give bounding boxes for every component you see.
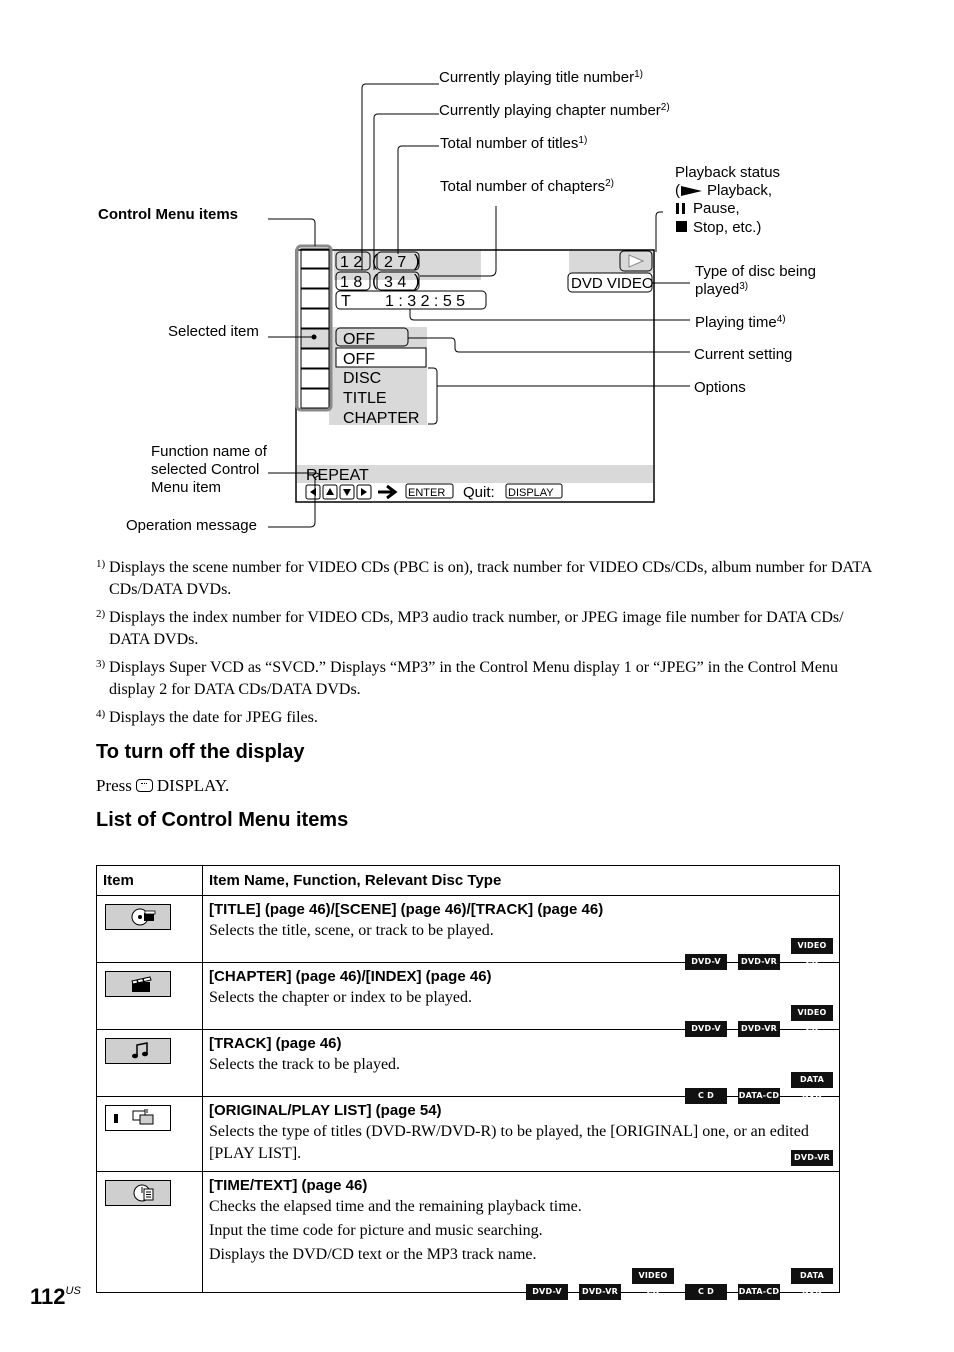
- heading-turn-off-display: To turn off the display: [96, 741, 305, 763]
- label-chapter-number: Currently playing chapter number$^{2)}$: [439, 102, 670, 119]
- playlist-icon: [105, 1105, 171, 1131]
- table-header-row: [97, 866, 840, 896]
- badge-data-cd: DATA-CD: [738, 1284, 780, 1300]
- label-options: Options: [694, 379, 746, 396]
- badge-cd: C D: [685, 1088, 727, 1104]
- table-row: [97, 1030, 840, 1097]
- screen-option-1: DISC: [343, 370, 382, 387]
- screen-time: 1 : 3 2 : 5 5: [385, 293, 466, 310]
- row-text: Selects the title, scene, or track to be played.: [209, 922, 494, 939]
- badge-dvd-vr: DVD-VR: [738, 954, 780, 970]
- page-number: $112^{US}$: [30, 1284, 81, 1309]
- svg-text:(: (: [372, 251, 378, 270]
- enter-key: ENTER: [408, 487, 446, 499]
- row-title: [TITLE] (page 46)/[SCENE] (page 46)/[TRACK] (page 46): [209, 901, 604, 918]
- screen-title-num: 1 2: [340, 254, 363, 271]
- badge-dvd-v: DVD-V: [685, 954, 727, 970]
- badge-video-cd: VIDEO CD: [791, 1005, 833, 1021]
- press-display-instruction: Press DISPLAY.: [96, 776, 230, 795]
- label-title-number: Currently playing title number$^{1)}$: [439, 69, 643, 86]
- label-playback-status-play: ( Playback,: [675, 182, 773, 199]
- table-row: [97, 1172, 840, 1293]
- svg-text:(: (: [372, 271, 378, 290]
- row-title: [TIME/TEXT] (page 46): [209, 1177, 368, 1194]
- disc-type-badges: [209, 1147, 833, 1165]
- screen-chapter-num: 1 8: [340, 274, 363, 291]
- label-function-name-3: Menu item: [151, 479, 222, 496]
- row-title: [ORIGINAL/PLAY LIST] (page 54): [209, 1102, 442, 1119]
- badge-cd: C D: [685, 1284, 727, 1300]
- screen-time-prefix: T: [341, 293, 351, 310]
- badge-dvd-vr: DVD-VR: [738, 1021, 780, 1037]
- footnote-3: 3) Displays Super VCD as “SVCD.” Displays “MP3” in the Control Menu display 1 or “JPEG” in the Control Menu display 2 for DATA CDs/DATA DVDs.: [96, 658, 838, 698]
- label-function-name-1: Function name of: [151, 443, 267, 460]
- label-total-titles: Total number of titles$^{1)}$: [440, 135, 588, 152]
- music-note-icon: [105, 1038, 171, 1064]
- row-text: Input the time code for picture and music searching.: [209, 1222, 543, 1239]
- badge-data-cd: DATA-CD: [738, 1088, 780, 1104]
- screen-title-total: 2 7: [384, 254, 407, 271]
- label-disc-type: Type of disc being: [695, 263, 816, 280]
- badge-dvd-v: DVD-V: [685, 1021, 727, 1037]
- screen-quit-label: Quit:: [463, 484, 495, 501]
- screen-chapter-total: 3 4: [384, 274, 407, 291]
- disc-type-badges: [209, 1268, 833, 1296]
- row-text: Displays the DVD/CD text or the MP3 track name.: [209, 1246, 537, 1263]
- badge-dvd-v: DVD-V: [526, 1284, 568, 1300]
- label-playing-time: Playing time$^{4)}$: [695, 314, 786, 331]
- col-header-item: Item: [97, 866, 203, 896]
- row-title: [CHAPTER] (page 46)/[INDEX] (page 46): [209, 968, 492, 985]
- screen-option-3: CHAPTER: [343, 410, 420, 427]
- col-header-description: Item Name, Function, Relevant Disc Type: [203, 866, 840, 896]
- control-menu-items-table: [96, 865, 840, 1296]
- display-key: DISPLAY: [508, 487, 554, 499]
- screen-option-0: OFF: [343, 351, 375, 368]
- row-text: Selects the track to be played.: [209, 1056, 401, 1073]
- label-operation-message: Operation message: [126, 517, 257, 534]
- label-control-menu-items: Control Menu items: [98, 206, 239, 223]
- label-disc-type-played: played$^{3)}$: [695, 281, 749, 298]
- badge-data-dvd: DATA DVD: [791, 1268, 833, 1284]
- label-selected-item: Selected item: [168, 323, 259, 340]
- footnote-2: 2) Displays the index number for VIDEO CDs, MP3 audio track number, or JPEG image file number for DATA CDs/ DATA DVDs.: [96, 608, 844, 648]
- svg-text:): ): [414, 271, 420, 290]
- title-disc-icon: [105, 904, 171, 930]
- row-text: Checks the elapsed time and the remaining playback time.: [209, 1198, 582, 1215]
- label-playback-status-pause: Pause,: [693, 200, 740, 217]
- badge-dvd-vr: DVD-VR: [579, 1284, 621, 1300]
- display-button-icon: [136, 779, 153, 792]
- footnote-4: 4) Displays the date for JPEG files.: [96, 708, 318, 726]
- table-row: [97, 896, 840, 963]
- row-title: [TRACK] (page 46): [209, 1035, 342, 1052]
- label-playback-status: Playback status: [675, 164, 781, 181]
- screen-function-name: REPEAT: [306, 467, 369, 484]
- badge-dvd-vr: DVD-VR: [791, 1150, 833, 1166]
- clapperboard-icon: [105, 971, 171, 997]
- label-function-name-2: selected Control: [151, 461, 260, 478]
- time-text-icon: [105, 1180, 171, 1206]
- pause-icon: [676, 203, 679, 214]
- label-playback-status-stop: Stop, etc.): [693, 219, 762, 236]
- svg-text:): ): [414, 251, 420, 270]
- badge-data-dvd: DATA DVD: [791, 1072, 833, 1088]
- label-total-chapters: Total number of chapters$^{2)}$: [440, 178, 614, 195]
- heading-list-control-menu-items: List of Control Menu items: [96, 809, 349, 831]
- footnote-1: 1) Displays the scene number for VIDEO CDs (PBC is on), track number for VIDEO CDs/CDs, album number for DATA CDs/DATA DVDs.: [96, 558, 872, 598]
- badge-video-cd: VIDEO CD: [632, 1268, 674, 1284]
- table-row: [97, 1097, 840, 1172]
- table-row: [97, 963, 840, 1030]
- row-text: Selects the type of titles (DVD-RW/DVD-R) to be played, the [ORIGINAL] one, or an edited [PLAY LIST].: [209, 1123, 809, 1162]
- screen-option-2: TITLE: [343, 390, 387, 407]
- badge-video-cd: VIDEO CD: [791, 938, 833, 954]
- stop-icon: [676, 221, 687, 232]
- screen-current-setting: OFF: [343, 331, 375, 348]
- label-current-setting: Current setting: [694, 346, 793, 363]
- screen-disc-type: DVD VIDEO: [571, 275, 654, 292]
- row-text: Selects the chapter or index to be played.: [209, 989, 473, 1006]
